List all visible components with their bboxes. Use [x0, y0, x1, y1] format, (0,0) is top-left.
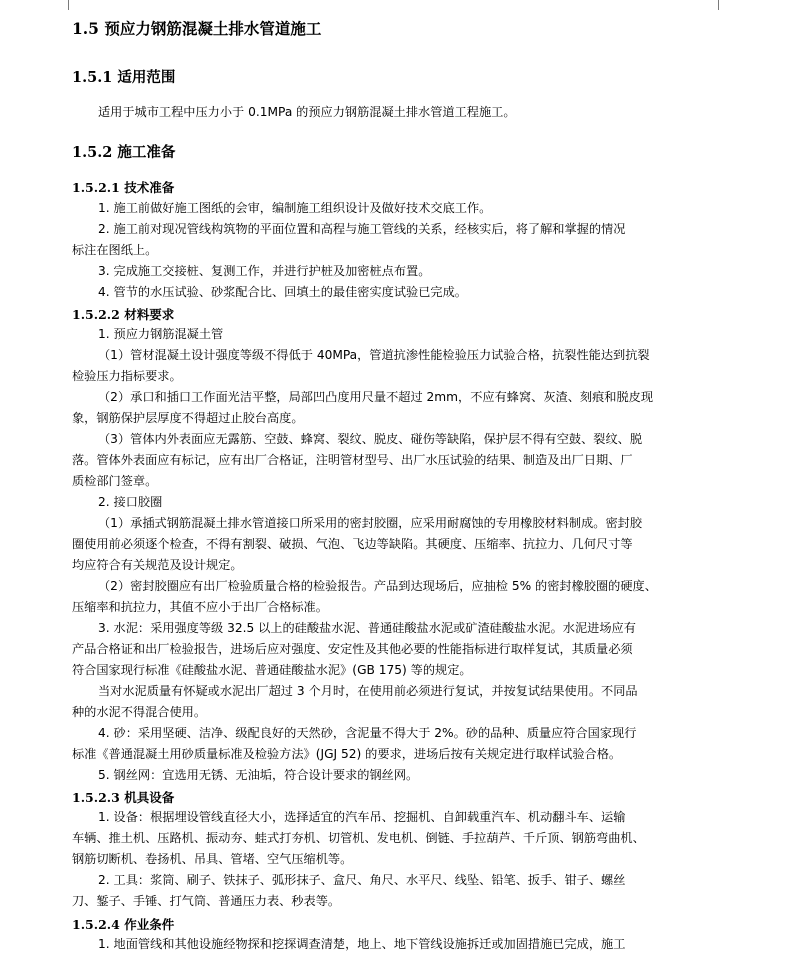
paragraph-line: 检验压力指标要求。 [72, 369, 182, 383]
paragraph-line: 圈使用前必须逐个检查，不得有割裂、破损、气泡、飞边等缺陷。其硬度、压缩率、抗拉力、几何尺寸等 [72, 537, 633, 551]
heading-technical-prep: 1.5.2.1 技术准备 [72, 180, 175, 195]
scope-text: 适用于城市工程中压力小于 0.1MPa 的预应力钢筋混凝土排水管道工程施工。 [98, 105, 516, 119]
paragraph-line: 4. 砂：采用坚硬、洁净、级配良好的天然砂，含泥量不得大于 2%。砂的品种、质量应符合国家现行 [98, 726, 637, 740]
paragraph-line: 种的水泥不得混合使用。 [72, 705, 207, 719]
paragraph-line: 符合国家现行标准《硅酸盐水泥、普通硅酸盐水泥》(GB 175) 等的规定。 [72, 663, 472, 677]
paragraph-line: （1）管材混凝土设计强度等级不得低于 40MPa，管道抗渗性能检验压力试验合格，抗裂性能达到抗裂 [98, 348, 650, 362]
paragraph-line: 钢筋切断机、卷扬机、吊具、管堵、空气压缩机等。 [72, 852, 353, 866]
paragraph-line: 落。管体外表面应有标记，应有出厂合格证，注明管材型号、出厂水压试验的结果、制造及出厂日期、厂 [72, 453, 633, 467]
heading-work-conditions: 1.5.2.4 作业条件 [72, 917, 175, 932]
paragraph-line: 标准《普通混凝土用砂质量标准及检验方法》(JGJ 52) 的要求，进场后按有关规定进行取样试验合格。 [72, 747, 622, 761]
heading-equipment: 1.5.2.3 机具设备 [72, 790, 175, 805]
paragraph-line: 当对水泥质量有怀疑或水泥出厂超过 3 个月时，在使用前必须进行复试，并按复试结果使用。不同品 [98, 684, 638, 698]
paragraph-line: 均应符合有关规范及设计规定。 [72, 558, 243, 572]
heading-materials: 1.5.2.2 材料要求 [72, 307, 175, 322]
paragraph-line: （1）承插式钢筋混凝土排水管道接口所采用的密封胶圈，应采用耐腐蚀的专用橡胶材料制成。密封胶 [98, 516, 643, 530]
paragraph-line: 3. 水泥：采用强度等级 32.5 以上的硅酸盐水泥、普通硅酸盐水泥或矿渣硅酸盐水泥。水泥进场应有 [98, 621, 636, 635]
paragraph-line: 1. 设备：根据埋设管线直径大小，选择适宜的汽车吊、挖掘机、自卸载重汽车、机动翻斗车、运输 [98, 810, 626, 824]
paragraph-line: 产品合格证和出厂检验报告，进场后应对强度、安定性及其他必要的性能指标进行取样复试，其质量必须 [72, 642, 633, 656]
paragraph-line: 2. 工具：浆筒、刷子、铁抹子、弧形抹子、盒尺、角尺、水平尺、线坠、铅笔、扳手、钳子、螺丝 [98, 873, 626, 887]
paragraph-line: 1. 施工前做好施工图纸的会审，编制施工组织设计及做好技术交底工作。 [98, 201, 492, 215]
paragraph-line: 1. 地面管线和其他设施经物探和挖探调查清楚，地上、地下管线设施拆迁或加固措施已完成，施工 [98, 937, 626, 951]
paragraph-line: （2）承口和插口工作面光洁平整，局部凹凸度用尺量不超过 2mm，不应有蜂窝、灰渣、刻痕和脱皮现 [98, 390, 654, 404]
paragraph-line: 标注在图纸上。 [72, 243, 158, 257]
paragraph-line: 2. 接口胶圈 [98, 495, 163, 509]
paragraph-line: 3. 完成施工交接桩、复测工作，并进行护桩及加密桩点布置。 [98, 264, 431, 278]
paragraph-line: 1. 预应力钢筋混凝土管 [98, 327, 224, 341]
section-title: 1.5 预应力钢筋混凝土排水管道施工 [72, 19, 322, 38]
paragraph-line: 象，钢筋保护层厚度不得超过止胶台高度。 [72, 411, 304, 425]
paragraph-line: 刀、錾子、手锤、打气筒、普通压力表、秒表等。 [72, 894, 341, 908]
paragraph-line: 压缩率和抗拉力，其值不应小于出厂合格标准。 [72, 600, 328, 614]
paragraph-line: 2. 施工前对现况管线构筑物的平面位置和高程与施工管线的关系，经核实后，将了解和掌握的情况 [98, 222, 626, 236]
heading-scope: 1.5.1 适用范围 [72, 69, 176, 86]
paragraph-line: （3）管体内外表面应无露筋、空鼓、蜂窝、裂纹、脱皮、碰伤等缺陷，保护层不得有空鼓、裂纹、脱 [98, 432, 643, 446]
crop-mark-right [718, 0, 729, 10]
paragraph-line: 车辆、推土机、压路机、振动夯、蛙式打夯机、切管机、发电机、倒链、手拉葫芦、千斤顶、钢筋弯曲机、 [72, 831, 645, 845]
paragraph-line: （2）密封胶圈应有出厂检验质量合格的检验报告。产品到达现场后，应抽检 5% 的密封橡胶圈的硬度、 [98, 579, 657, 593]
paragraph-line: 质检部门签章。 [72, 474, 158, 488]
paragraph-line: 5. 钢丝网：宜选用无锈、无油垢，符合设计要求的钢丝网。 [98, 768, 419, 782]
crop-mark-left [58, 0, 69, 10]
paragraph-line: 4. 管节的水压试验、砂浆配合比、回填土的最佳密实度试验已完成。 [98, 285, 467, 299]
heading-preparation: 1.5.2 施工准备 [72, 144, 176, 161]
